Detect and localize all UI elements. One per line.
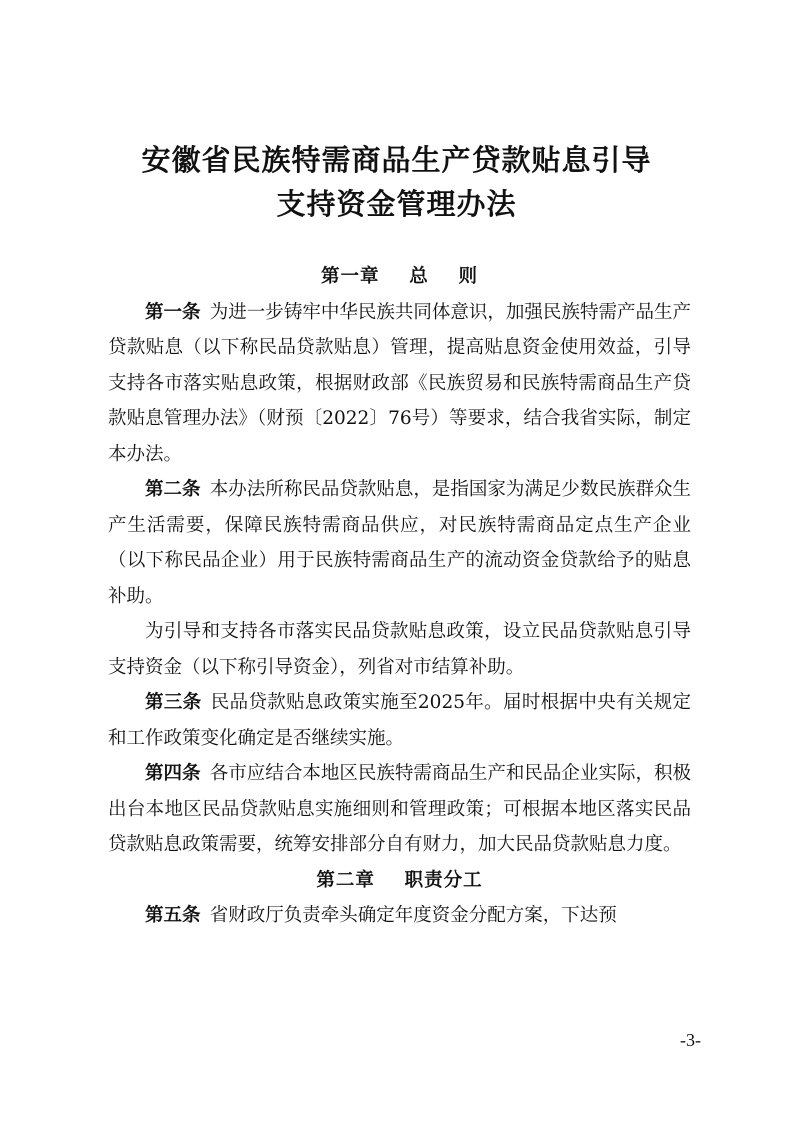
article-text: 民品贷款贴息政策实施至2025年。届时根据中央有关规定和工作政策变化确定是否继续实施。 xyxy=(108,692,691,749)
paragraph-text: 为引导和支持各市落实民品贷款贴息政策，设立民品贷款贴息引导支持资金（以下称引导资金），列省对市结算补助。 xyxy=(108,621,691,678)
document-body xyxy=(108,259,691,934)
article-paragraph xyxy=(108,898,691,934)
article-text: 省财政厅负责牵头确定年度资金分配方案，下达预 xyxy=(209,905,617,926)
article-text: 为进一步铸牢中华民族共同体意识，加强民族特需产品生产贷款贴息（以下称民品贷款贴息）管理，提高贴息资金使用效益，引导支持各市落实贴息政策，根据财政部《民族贸易和民族特需商品生产贷款贴息管理办法》（财预〔2022〕76号）等要求，结合我省实际，制定本办法。 xyxy=(108,301,691,465)
article-number: 第四条 xyxy=(145,763,201,784)
article-number: 第二条 xyxy=(145,479,201,500)
article-number: 第一条 xyxy=(145,301,201,323)
article-number: 第五条 xyxy=(145,905,201,926)
article-text: 各市应结合本地区民族特需商品生产和民品企业实际，积极出台本地区民品贷款贴息实施细则和管理政策；可根据本地区落实民品贷款贴息政策需要，统筹安排部分自有财力，加大民品贷款贴息力度。 xyxy=(108,763,691,855)
article-paragraph xyxy=(108,685,691,756)
chapter-heading: 第二章 职责分工 xyxy=(316,869,483,891)
document-title-line-1: 安徽省民族特需商品生产贷款贴息引导 xyxy=(141,143,652,177)
article-paragraph xyxy=(108,756,691,863)
page-number: -3- xyxy=(680,1030,701,1050)
article-number: 第三条 xyxy=(145,692,202,713)
article-paragraph xyxy=(108,472,691,614)
chapter-heading: 第一章 总 则 xyxy=(320,266,479,287)
article-text: 本办法所称民品贷款贴息，是指国家为满足少数民族群众生产生活需要，保障民族特需商品供应，对民族特需商品定点生产企业（以下称民品企业）用于民族特需商品生产的流动资金贷款给予的贴息补助。 xyxy=(108,479,691,607)
body-paragraph xyxy=(108,614,691,685)
article-paragraph xyxy=(108,295,691,473)
document-title-line-2: 支持资金管理办法 xyxy=(276,187,517,221)
